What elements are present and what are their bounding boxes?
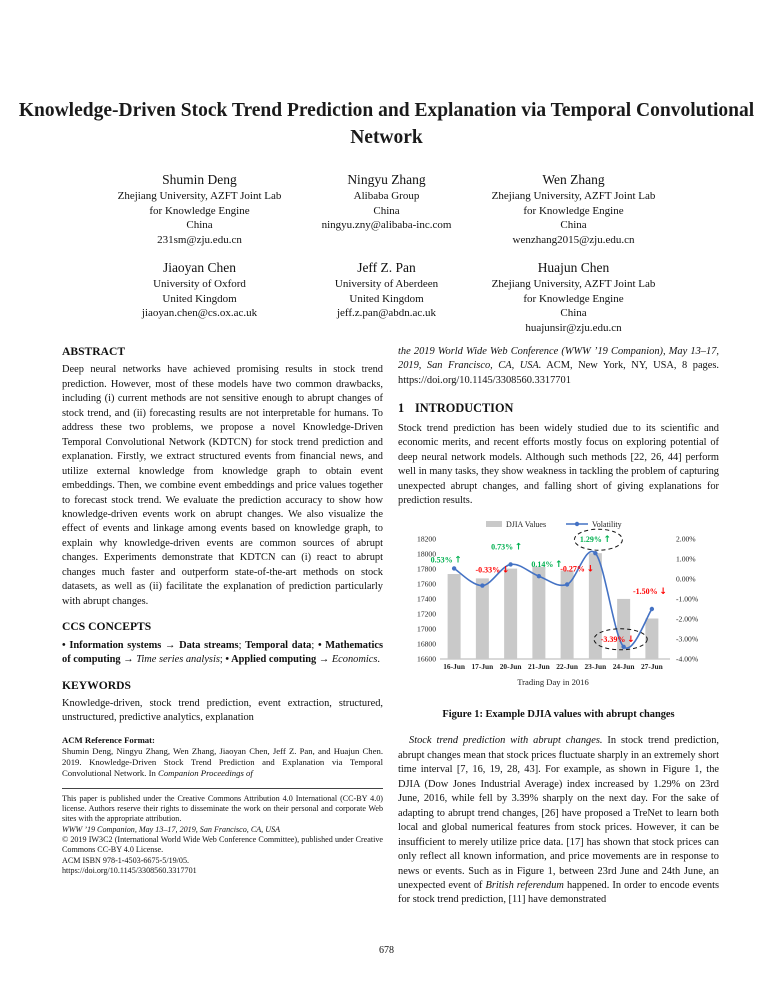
author-email[interactable]: 231sm@zju.edu.cn xyxy=(157,233,242,246)
text-segment: ; xyxy=(219,654,226,666)
text-segment: • Applied computing xyxy=(225,654,317,666)
svg-text:0.00%: 0.00% xyxy=(676,574,696,584)
text-segment: • Mathematics of computing xyxy=(62,639,383,666)
introduction-heading xyxy=(398,401,719,415)
svg-text:17800: 17800 xyxy=(417,564,436,574)
author-affiliation: for Knowledge Engine xyxy=(149,204,250,217)
author-email[interactable]: jeff.z.pan@abdn.ac.uk xyxy=(336,307,437,320)
acm-reference-heading: ACM Reference Format: xyxy=(62,734,155,745)
author-email[interactable]: ningyu.zny@alibaba-inc.com xyxy=(321,219,452,232)
figure-1-caption: Figure 1: Example DJIA values with abrupt changes xyxy=(442,708,675,720)
ccs-text xyxy=(62,639,383,668)
author-name: Jiaoyan Chen xyxy=(162,260,237,275)
section-number: 1 xyxy=(398,401,405,416)
svg-text:17400: 17400 xyxy=(417,594,436,604)
author-affiliation: Zhejiang University, AZFT Joint Lab xyxy=(117,190,282,202)
page-number: 678 xyxy=(379,945,394,956)
svg-text:24-Jun: 24-Jun xyxy=(612,661,635,671)
text-segment: ACM, New York, NY, USA, 8 pages. https://doi.org/10.1145/3308560.3317701 xyxy=(398,360,720,386)
author-affiliation: for Knowledge Engine xyxy=(523,292,624,305)
volatility-label: -0.27% ↓ xyxy=(560,563,594,574)
svg-text:-4.00%: -4.00% xyxy=(676,654,699,664)
abstract-text: Deep neural networks have achieved promising results in stock trend prediction. However, most of these models have two common drawbacks, including (i) current methods are not sensitive enough to abrupt changes of stock trend, and (ii) forecasting results are not interpretable for humans. To address these two problems, we propose a novel Knowledge-Driven Temporal Convolutional Network (KDTCN) for stock trend prediction and explanation. Firstly, we extract structured events from financial news, and utilize external knowledge from knowledge graph to obtain event embeddings. Then, we combine event embeddings and price values together to forecast stock trend. We evaluate the prediction accuracy to show how knowledge-driven events work on abrupt changes. We also visualize the effect of events and linkage among events based on knowledge graph, to explain why knowledge-driven events are common sources of abrupt changes. Experiments demonstrate that KDTCN can (i) react to abrupt changes much faster and outperform state-of-the-art methods on stock datasets, as well as (ii) facilitate the explanation of prediction particularly with abrupt changes. xyxy=(62,364,383,607)
text-segment: happened. In order to encode events for stock trend prediction, [11] have demonstrated xyxy=(398,879,720,906)
author-block xyxy=(106,259,293,335)
ccs-heading: CCS CONCEPTS xyxy=(62,620,152,634)
author-email[interactable]: wenzhang2015@zju.edu.cn xyxy=(512,233,635,246)
djia-volatility-chart xyxy=(398,517,719,697)
author-email[interactable]: jiaoyan.chen@cs.ox.ac.uk xyxy=(141,307,258,320)
author-affiliation: United Kingdom xyxy=(349,292,424,305)
text-segment: Data streams xyxy=(179,639,239,651)
author-block xyxy=(480,171,667,247)
volatility-label: -0.33% ↓ xyxy=(475,565,510,576)
text-segment: Companion Proceedings of xyxy=(158,767,253,778)
svg-text:-3.00%: -3.00% xyxy=(676,634,699,644)
text-segment: Economics xyxy=(331,654,378,666)
figure-1-chart xyxy=(398,517,719,702)
authors-row-1 xyxy=(106,171,667,247)
author-affiliation: China xyxy=(560,219,587,232)
author-block xyxy=(480,259,667,335)
acm-reference-text xyxy=(62,746,383,779)
svg-text:17600: 17600 xyxy=(417,579,436,589)
svg-text:21-Jun: 21-Jun xyxy=(527,661,550,671)
text-segment: ; xyxy=(311,639,318,651)
svg-text:17200: 17200 xyxy=(417,609,436,619)
left-column xyxy=(62,345,383,876)
author-affiliation: University of Oxford xyxy=(153,278,246,290)
author-affiliation: University of Aberdeen xyxy=(334,278,439,290)
isbn-line: ACM ISBN 978-1-4503-6675-5/19/05. xyxy=(62,855,190,865)
text-segment: In stock trend prediction, abrupt changes mean that stock prices fluctuate sharply in an extremely short time interval [7, 16, 19, 28, 43]. For example, as shown in Figure 1, the DJIA (Dow Jones Industrial Average) index increased by 1.29% on 23rd June, 2016, while fell by 3.39% sharply on the next day. For the sake of adapting to abrupt trend changes, [26] have proposed a TreNet to learn both local and global numerical features from stock prices. However, it can be insufficient to merely utilize price data. [17] has shown that stock prices can only reflect all known information, and price movements are in response to news or events. Such as in Figure 1, between 23rd June and 24th June, an unexpected event of xyxy=(398,735,719,891)
volatility-label: 0.73% ↑ xyxy=(491,541,523,552)
volatility-label: -3.39% ↓ xyxy=(600,634,635,645)
svg-text:18000: 18000 xyxy=(417,549,436,559)
svg-text:1.00%: 1.00% xyxy=(676,554,696,564)
license-text: This paper is published under the Creative Commons Attribution 4.0 International (CC-BY 4.0) license. Authors reserve their rights to disseminate the work on their personal and corporate Web sites with the appropriate attribution. xyxy=(62,793,383,824)
svg-text:16-Jun: 16-Jun xyxy=(443,661,466,671)
svg-text:DJIA Values: DJIA Values xyxy=(506,519,547,529)
authors-row-2 xyxy=(106,259,667,335)
author-affiliation: Zhejiang University, AZFT Joint Lab xyxy=(491,190,656,202)
text-segment: Temporal data xyxy=(245,639,312,651)
svg-text:16800: 16800 xyxy=(417,639,436,649)
author-name: Ningyu Zhang xyxy=(347,172,426,187)
author-affiliation: China xyxy=(560,307,587,320)
text-segment: • Information systems xyxy=(62,639,162,651)
volatility-label: 0.53% ↑ xyxy=(430,554,462,565)
svg-text:16600: 16600 xyxy=(417,654,436,664)
author-affiliation: United Kingdom xyxy=(162,292,237,305)
keywords-heading: KEYWORDS xyxy=(62,678,131,692)
copyright-line: © 2019 IW3C2 (International World Wide Web Conference Committee), published under Creative Commons CC-BY 4.0 License. xyxy=(62,835,383,855)
author-name: Huajun Chen xyxy=(537,260,610,275)
author-email[interactable]: huajunsir@zju.edu.cn xyxy=(525,321,622,334)
abstract-heading: ABSTRACT xyxy=(62,345,126,358)
author-block xyxy=(106,171,293,247)
doi-link[interactable]: https://doi.org/10.1145/3308560.3317701 xyxy=(62,865,197,875)
page-title: Knowledge-Driven Stock Trend Prediction and Explanation via Temporal Convolutional Network xyxy=(18,100,755,148)
author-affiliation: China xyxy=(186,219,213,232)
author-name: Wen Zhang xyxy=(542,172,605,187)
chart-annotations xyxy=(431,529,667,650)
text-segment: ; xyxy=(238,639,246,651)
svg-text:23-Jun: 23-Jun xyxy=(584,661,607,671)
text-segment: → xyxy=(316,654,332,666)
conference-line: WWW ’19 Companion, May 13–17, 2019, San Francisco, CA, USA xyxy=(62,824,281,834)
text-segment: → xyxy=(161,639,180,651)
svg-text:20-Jun: 20-Jun xyxy=(499,661,522,671)
text-segment: the 2019 World Wide Web Conference (WWW ’19 Companion), May 13–17, 2019, San Francisco, CA, USA. xyxy=(398,346,719,372)
text-segment: Shumin Deng, Ningyu Zhang, Wen Zhang, Jiaoyan Chen, Jeff Z. Pan, and Huajun Chen. 2019. Knowledge-Driven Stock Trend Prediction and Explanation via Temporal Convolutional Network. In xyxy=(62,745,383,778)
keywords-text: Knowledge-driven, stock trend prediction, event extraction, structured, unstructured, predictive analytics, explanation xyxy=(62,697,383,724)
svg-text:18200: 18200 xyxy=(417,534,436,544)
author-affiliation: Zhejiang University, AZFT Joint Lab xyxy=(491,278,656,290)
author-affiliation: for Knowledge Engine xyxy=(523,204,624,217)
author-name: Shumin Deng xyxy=(162,172,237,187)
svg-text:2.00%: 2.00% xyxy=(676,534,696,544)
text-segment: Stock trend prediction with abrupt changes. xyxy=(409,735,603,747)
svg-text:Volatility: Volatility xyxy=(592,519,622,529)
right-column xyxy=(398,345,719,908)
volatility-label: 1.29% ↑ xyxy=(579,534,611,545)
text-segment: . xyxy=(377,654,381,666)
section-title: INTRODUCTION xyxy=(415,401,514,416)
text-segment: → xyxy=(120,654,137,666)
copyright-footnote xyxy=(62,788,383,876)
volatility-label: -1.50% ↓ xyxy=(633,586,667,597)
svg-text:-2.00%: -2.00% xyxy=(676,614,699,624)
svg-text:17-Jun: 17-Jun xyxy=(471,661,494,671)
text-segment: British referendum xyxy=(485,879,564,891)
intro-paragraph-2 xyxy=(398,734,719,907)
text-segment: Time series analysis xyxy=(136,654,220,666)
chart-legend xyxy=(486,520,622,529)
volatility-label: 0.14% ↑ xyxy=(531,559,563,570)
reference-continuation-text xyxy=(398,345,719,388)
svg-text:17000: 17000 xyxy=(417,624,436,634)
svg-text:-1.00%: -1.00% xyxy=(676,594,699,604)
author-affiliation: Alibaba Group xyxy=(353,190,420,202)
svg-text:27-Jun: 27-Jun xyxy=(640,661,663,671)
svg-text:22-Jun: 22-Jun xyxy=(556,661,579,671)
intro-paragraph-1: Stock trend prediction has been widely studied due to its scientific and economic merits, and recent efforts mostly focus on exploring potential of deep neural network models. Although such methods [22, 26, 44] perform well in many tasks, they show weakness in tackling the problem of capturing unexpected abrupt changes, and falling short of giving explanations for prediction results. xyxy=(398,422,719,507)
svg-text:Trading Day in 2016: Trading Day in 2016 xyxy=(517,676,589,687)
author-block xyxy=(293,171,480,247)
author-block xyxy=(293,259,480,335)
author-name: Jeff Z. Pan xyxy=(357,260,416,275)
author-affiliation: China xyxy=(373,204,400,217)
